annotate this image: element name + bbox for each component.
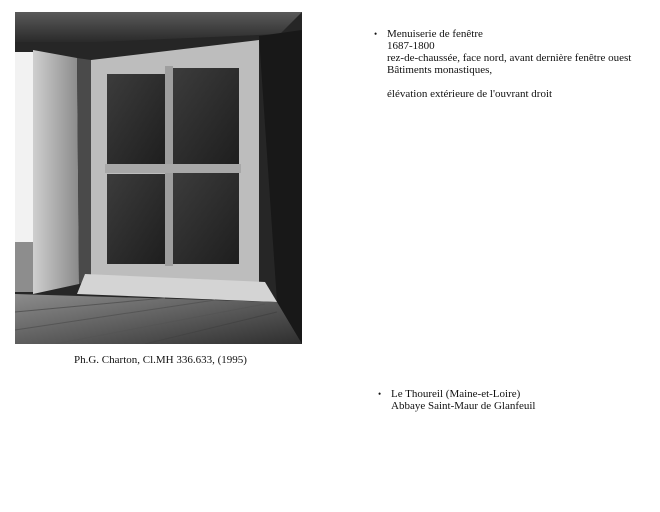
location-line: Abbaye Saint-Maur de Glanfeuil [391, 400, 536, 412]
description-note: élévation extérieure de l'ouvrant droit [387, 88, 553, 100]
description-line: 1687-1800 [387, 40, 435, 52]
description-line: Menuiserie de fenêtre [387, 28, 483, 40]
description-line: rez-de-chaussée, face nord, avant dernière fenêtre ouest [387, 52, 632, 64]
description-line: Bâtiments monastiques, [387, 64, 493, 76]
location-line: Le Thoureil (Maine-et-Loire) [391, 388, 521, 400]
bullet-marker: • [378, 389, 382, 399]
photo-illustration [15, 12, 302, 344]
photo-caption: Ph.G. Charton, Cl.MH 336.633, (1995) [74, 354, 247, 366]
window-frame-photo [15, 12, 302, 344]
bullet-marker: • [374, 29, 378, 39]
